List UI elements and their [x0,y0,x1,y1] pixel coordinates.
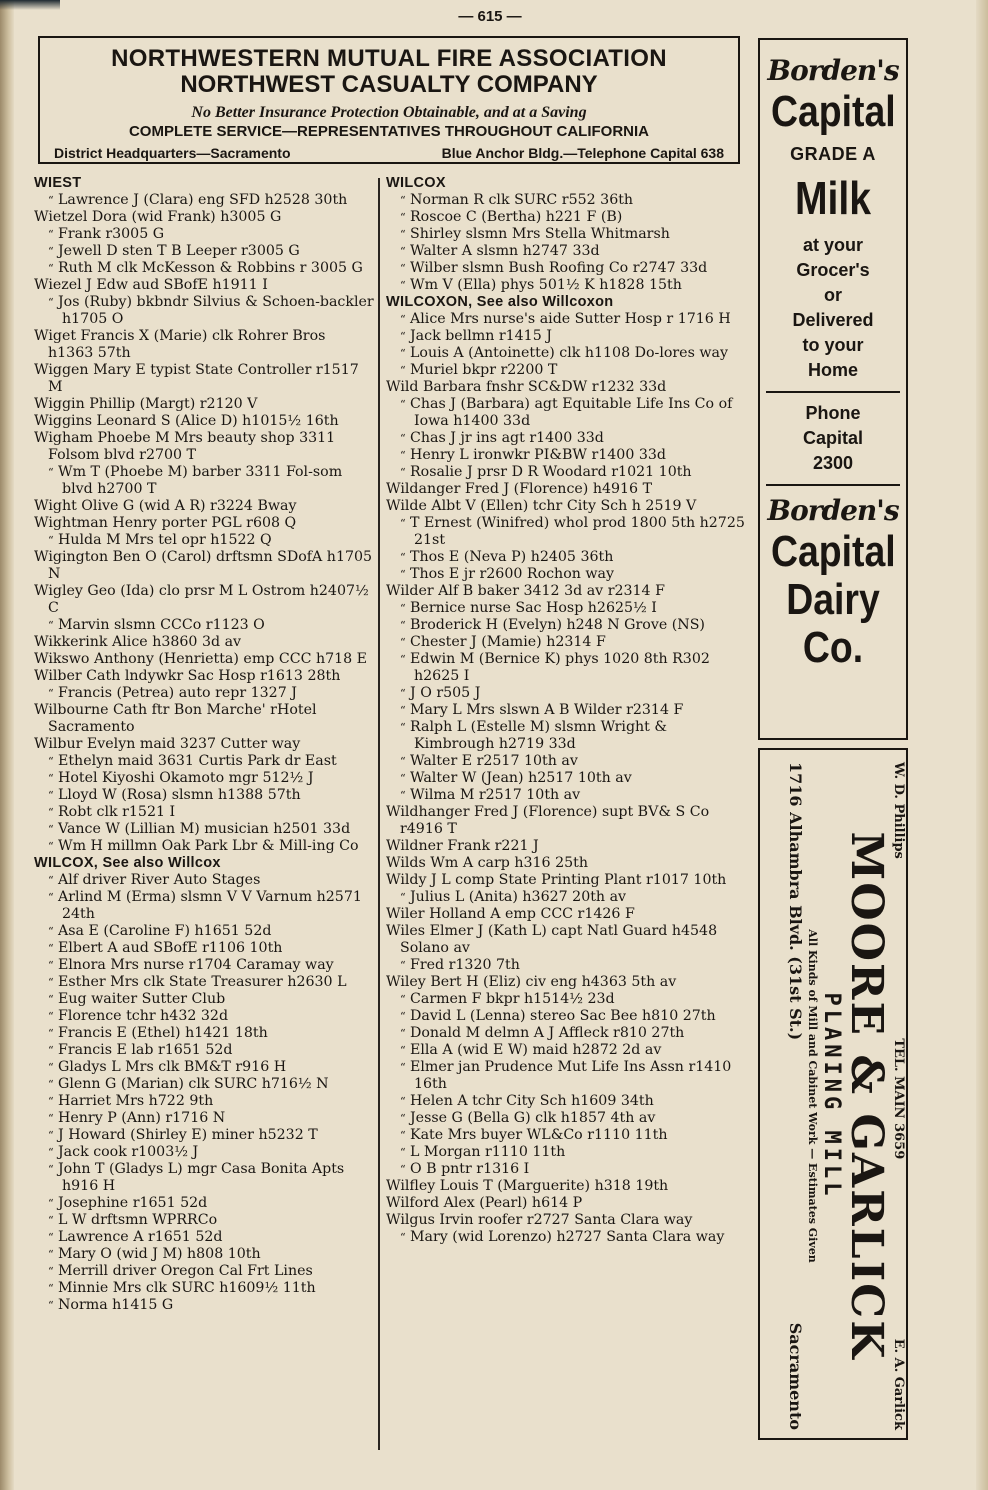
directory-entry: Wiggins Leonard S (Alice D) h1015½ 16th [34,413,339,429]
directory-entry: “ Lawrence A r1651 52d [38,1229,374,1246]
mill-owner-right: E. A. Garlick [891,1338,906,1430]
directory-entry: Wigley Geo (Ida) clo prsr M L Ostrom h2407½ C [34,583,369,616]
directory-entry: “ David L (Lenna) stereo Sac Bee h810 27th [390,1008,746,1025]
directory-entry: “ Jesse G (Bella G) clk h1857 4th av [390,1110,746,1127]
bordens-logo: Borden's [767,494,899,527]
mill-title: MOORE & GARLICK [841,831,892,1361]
ad-line: Grocer's [796,260,870,280]
directory-entry: “ Donald M delmn A J Affleck r810 27th [390,1025,746,1042]
ad-service-line: COMPLETE SERVICE—REPRESENTATIVES THROUGHOUT CALIFORNIA [128,123,650,140]
directory-entry: “ Mary (wid Lorenzo) h2727 Santa Clara way [390,1229,746,1246]
ad-phone-line: 2300 [812,453,854,473]
directory-entry: “ Harriet Mrs h722 9th [38,1093,374,1110]
mill-address-row [785,752,805,1440]
directory-entry: Wildanger Fred J (Florence) h4916 T [386,481,653,497]
directory-entry: “ Eug waiter Sutter Club [38,991,374,1008]
ad-company-name-2: NORTHWEST CASUALTY COMPANY [180,71,598,98]
directory-entry: “ J Howard (Shirley E) miner h5232 T [38,1127,374,1144]
directory-entry: “ Hulda M Mrs tel opr h1522 Q [38,532,374,549]
directory-entry: “ Florence tchr h432 32d [38,1008,374,1025]
ad-line: or [824,285,842,305]
insurance-advertisement [38,36,740,164]
mill-telephone: TEL. MAIN 3659 [891,1038,906,1160]
directory-entry: “ Frank r3005 G [38,226,374,243]
directory-entry: “ Jos (Ruby) bkbndr Silvius & Schoen-backler h1705 O [38,294,374,328]
directory-entry: “ Vance W (Lillian M) musician h2501 33d [38,821,374,838]
directory-entry: “ Kate Mrs buyer WL&Co r1110 11th [390,1127,746,1144]
directory-entry: “ Chas J (Barbara) agt Equitable Life Ins Co of Iowa h1400 33d [390,396,746,430]
directory-entry: “ L Morgan r1110 11th [390,1144,746,1161]
scan-shadow [0,0,60,10]
directory-entry: “ Julius L (Anita) h3627 20th av [390,889,746,906]
directory-entry: “ Henry P (Ann) r1716 N [38,1110,374,1127]
directory-entry: Wilford Alex (Pearl) h614 P [386,1195,583,1211]
directory-entry: “ Chas J jr ins agt r1400 33d [390,430,746,447]
directory-entry: “ Edwin M (Bernice K) phys 1020 8th R302 h2625 I [390,651,746,685]
directory-entry: “ Esther Mrs clk State Treasurer h2630 L [38,974,374,991]
directory-entry: “ Francis (Petrea) auto repr 1327 J [38,685,374,702]
directory-entry: “ Gladys L Mrs clk BM&T r916 H [38,1059,374,1076]
directory-entry: “ T Ernest (Winifred) whol prod 1800 5th h2725 21st [390,515,746,549]
directory-entry: “ Elnora Mrs nurse r1704 Caramay way [38,957,374,974]
directory-entry: “ Ruth M clk McKesson & Robbins r 3005 G [38,260,374,277]
directory-entry: Wildy J L comp State Printing Plant r1017 10th [386,872,727,888]
column-divider [378,178,380,1450]
directory-entry: “ Lawrence J (Clara) eng SFD h2528 30th [38,192,374,209]
mill-ad-rotated-content [762,752,908,1440]
ad-dairy-line: Dairy [786,575,880,624]
section-heading: WIEST [34,175,82,191]
directory-entry: “ Chester J (Mamie) h2314 F [390,634,746,651]
directory-entry: Wikkerink Alice h3860 3d av [34,634,242,650]
ad-line: Home [807,360,858,380]
directory-entry: “ Jack cook r1003½ J [38,1144,374,1161]
directory-entry: “ L W drftsmn WPRRCo [38,1212,374,1229]
directory-entry: Wikswo Anthony (Henrietta) emp CCC h718 E [34,651,368,667]
directory-column-middle [386,175,746,1246]
directory-entry: “ Thos E (Neva P) h2405 36th [390,549,746,566]
directory-entry: “ Alf driver River Auto Stages [38,872,374,889]
ad-tagline: No Better Insurance Protection Obtainable, and at a Saving [191,104,587,121]
directory-entry: “ Minnie Mrs clk SURC h1609½ 11th [38,1280,374,1297]
ad-rule [766,391,900,393]
ad-company-name-1: NORTHWESTERN MUTUAL FIRE ASSOCIATION [111,45,667,72]
ad-capital-heading: Capital [770,87,896,136]
directory-entry: “ Josephine r1651 52d [38,1195,374,1212]
directory-entry: “ Mary O (wid J M) h808 10th [38,1246,374,1263]
page-edge-right [976,0,988,1490]
mill-services: All Kinds of Mill and Cabinet Work — Estimates Given [806,929,819,1263]
directory-entry: “ J O r505 J [390,685,746,702]
directory-entry: “ Asa E (Caroline F) h1651 52d [38,923,374,940]
ad-line: Delivered [792,310,874,330]
directory-entry: “ Lloyd W (Rosa) slsmn h1388 57th [38,787,374,804]
directory-entry: Wiles Elmer J (Kath L) capt Natl Guard h4548 Solano av [386,923,718,956]
directory-entry: “ Wilma M r2517 10th av [390,787,746,804]
directory-entry: Wilfley Louis T (Marguerite) h318 19th [386,1178,669,1194]
directory-entry: “ O B pntr r1316 I [390,1161,746,1178]
directory-entry: Wigham Phoebe M Mrs beauty shop 3311 Folsom blvd r2700 T [34,430,336,463]
directory-entry: “ Henry L ironwkr PI&BW r1400 33d [390,447,746,464]
directory-entry: “ Carmen F bkpr h1514½ 23d [390,991,746,1008]
directory-entry: “ Alice Mrs nurse's aide Sutter Hosp r 1716 H [390,311,746,328]
directory-entry: “ Wm H millmn Oak Park Lbr & Mill-ing Co [38,838,374,855]
directory-entry: “ Francis E lab r1651 52d [38,1042,374,1059]
directory-entry: “ Norman R clk SURC r552 36th [390,192,746,209]
directory-entry: “ Walter E r2517 10th av [390,753,746,770]
directory-entry: Wilds Wm A carp h316 25th [386,855,588,871]
directory-entry: “ Muriel bkpr r2200 T [390,362,746,379]
directory-entry: “ Hotel Kiyoshi Okamoto mgr 512½ J [38,770,374,787]
directory-entry: Wild Barbara fnshr SC&DW r1232 33d [386,379,667,395]
directory-entry: “ John T (Gladys L) mgr Casa Bonita Apts h916 H [38,1161,374,1195]
directory-entry: Wiggin Phillip (Margt) r2120 V [34,396,258,412]
ad-milk: Milk [794,172,872,224]
directory-column-left [34,175,374,1314]
directory-entry: “ Mary L Mrs slswn A B Wilder r2314 F [390,702,746,719]
ad-contact-line [40,142,738,164]
directory-entry: Wietzel Dora (wid Frank) h3005 G [34,209,282,225]
directory-entry: Wiget Francis X (Marie) clk Rohrer Bros h1363 57th [34,328,326,361]
directory-entry: Wilbur Evelyn maid 3237 Cutter way [34,736,301,752]
directory-entry: Wiler Holland A emp CCC r1426 F [386,906,635,922]
ad-phone-line: Phone [805,403,861,423]
directory-entry: Wilde Albt V (Ellen) tchr City Sch h 2519 V [386,498,697,514]
ad-delivery-text [760,233,906,383]
directory-entry: “ Jewell D sten T B Leeper r3005 G [38,243,374,260]
directory-entry: “ Ralph L (Estelle M) slsmn Wright & Kimbrough h2719 33d [390,719,746,753]
directory-entry: “ Shirley slsmn Mrs Stella Whitmarsh [390,226,746,243]
ad-line: to your [802,335,864,355]
directory-entry: “ Robt clk r1521 I [38,804,374,821]
directory-entry: Wigington Ben O (Carol) drftsmn SDofA h1705 N [34,549,373,582]
directory-entry: “ Francis E (Ethel) h1421 18th [38,1025,374,1042]
directory-entry: “ Ethelyn maid 3631 Curtis Park dr East [38,753,374,770]
directory-entry: “ Broderick H (Evelyn) h248 N Grove (NS) [390,617,746,634]
book-spine-edge [0,0,14,1490]
directory-entry: “ Arlind M (Erma) slsmn V V Varnum h2571 24th [38,889,374,923]
directory-entry: “ Wilber slsmn Bush Roofing Co r2747 33d [390,260,746,277]
directory-entry: “ Elmer jan Prudence Mut Life Ins Assn r1410 16th [390,1059,746,1093]
directory-entry: Wildner Frank r221 J [386,838,539,854]
directory-entry: “ Elbert A aud SBofE r1106 10th [38,940,374,957]
directory-entry: “ Wm T (Phoebe M) barber 3311 Fol-som blvd h2700 T [38,464,374,498]
section-heading: WILCOX, See also Willcox [34,855,221,871]
directory-entry: “ Norma h1415 G [38,1297,374,1314]
directory-entry: “ Louis A (Antoinette) clk h1108 Do-lores way [390,345,746,362]
bordens-advertisement [758,38,908,740]
section-heading: WILCOXON, See also Willcoxon [386,294,614,310]
ad-dairy-line: Co. [802,623,864,672]
directory-entry: Wilgus Irvin roofer r2727 Santa Clara way [386,1212,693,1228]
directory-entry: “ Marvin slsmn CCCo r1123 O [38,617,374,634]
mill-owners-row [891,752,906,1440]
mill-subtitle: PLANING MILL [819,992,844,1200]
ad-headquarters: District Headquarters—Sacramento [54,145,291,161]
directory-entry: “ Ella A (wid E W) maid h2872 2d av [390,1042,746,1059]
directory-entry: Wiezel J Edw aud SBofE h1911 I [34,277,268,293]
directory-entry: “ Bernice nurse Sac Hosp h2625½ I [390,600,746,617]
directory-entry: Wight Olive G (wid A R) r3224 Bway [34,498,297,514]
ad-phone-line: Capital [802,428,863,448]
section-heading: WILCOX [386,175,446,191]
ad-rule [766,484,900,486]
directory-entry: “ Roscoe C (Bertha) h221 F (B) [390,209,746,226]
ad-phone [760,401,906,476]
directory-entry: Wiley Bert H (Eliz) civ eng h4363 5th av [386,974,677,990]
planing-mill-advertisement [758,748,908,1440]
directory-entry: “ Thos E jr r2600 Rochon way [390,566,746,583]
ad-line: at your [802,235,863,255]
directory-entry: Wiggen Mary E typist State Controller r1517 M [34,362,359,395]
directory-entry: “ Wm V (Ella) phys 501½ K h1828 15th [390,277,746,294]
mill-owner-left: W. D. Phillips [891,762,906,859]
ad-dairy-line: Capital [770,527,896,576]
directory-entry: “ Helen A tchr City Sch h1609 34th [390,1093,746,1110]
directory-entry: Wilder Alf B baker 3412 3d av r2314 F [386,583,665,599]
directory-entry: “ Walter A slsmn h2747 33d [390,243,746,260]
mill-city: Sacramento [786,1322,805,1430]
mill-address: 1716 Alhambra Blvd. (31st St.) [786,762,805,1041]
directory-entry: Wightman Henry porter PGL r608 Q [34,515,297,531]
directory-entry: “ Rosalie J prsr D R Woodard r1021 10th [390,464,746,481]
directory-entry: “ Jack bellmn r1415 J [390,328,746,345]
ad-grade: GRADE A [790,144,876,164]
directory-entry: Wildhanger Fred J (Florence) supt BV& S Co r4916 T [386,804,710,837]
directory-entry: “ Walter W (Jean) h2517 10th av [390,770,746,787]
directory-entry: Wilbourne Cath ftr Bon Marche' rHotel Sacramento [34,702,317,735]
directory-entry: “ Fred r1320 7th [390,957,746,974]
directory-entry: “ Glenn G (Marian) clk SURC h716½ N [38,1076,374,1093]
directory-entry: “ Merrill driver Oregon Cal Frt Lines [38,1263,374,1280]
bordens-logo: Borden's [767,54,899,87]
directory-entry: Wilber Cath lndywkr Sac Hosp r1613 28th [34,668,341,684]
ad-telephone: Blue Anchor Bldg.—Telephone Capital 638 [441,145,724,161]
page-number: — 615 — [458,8,522,25]
